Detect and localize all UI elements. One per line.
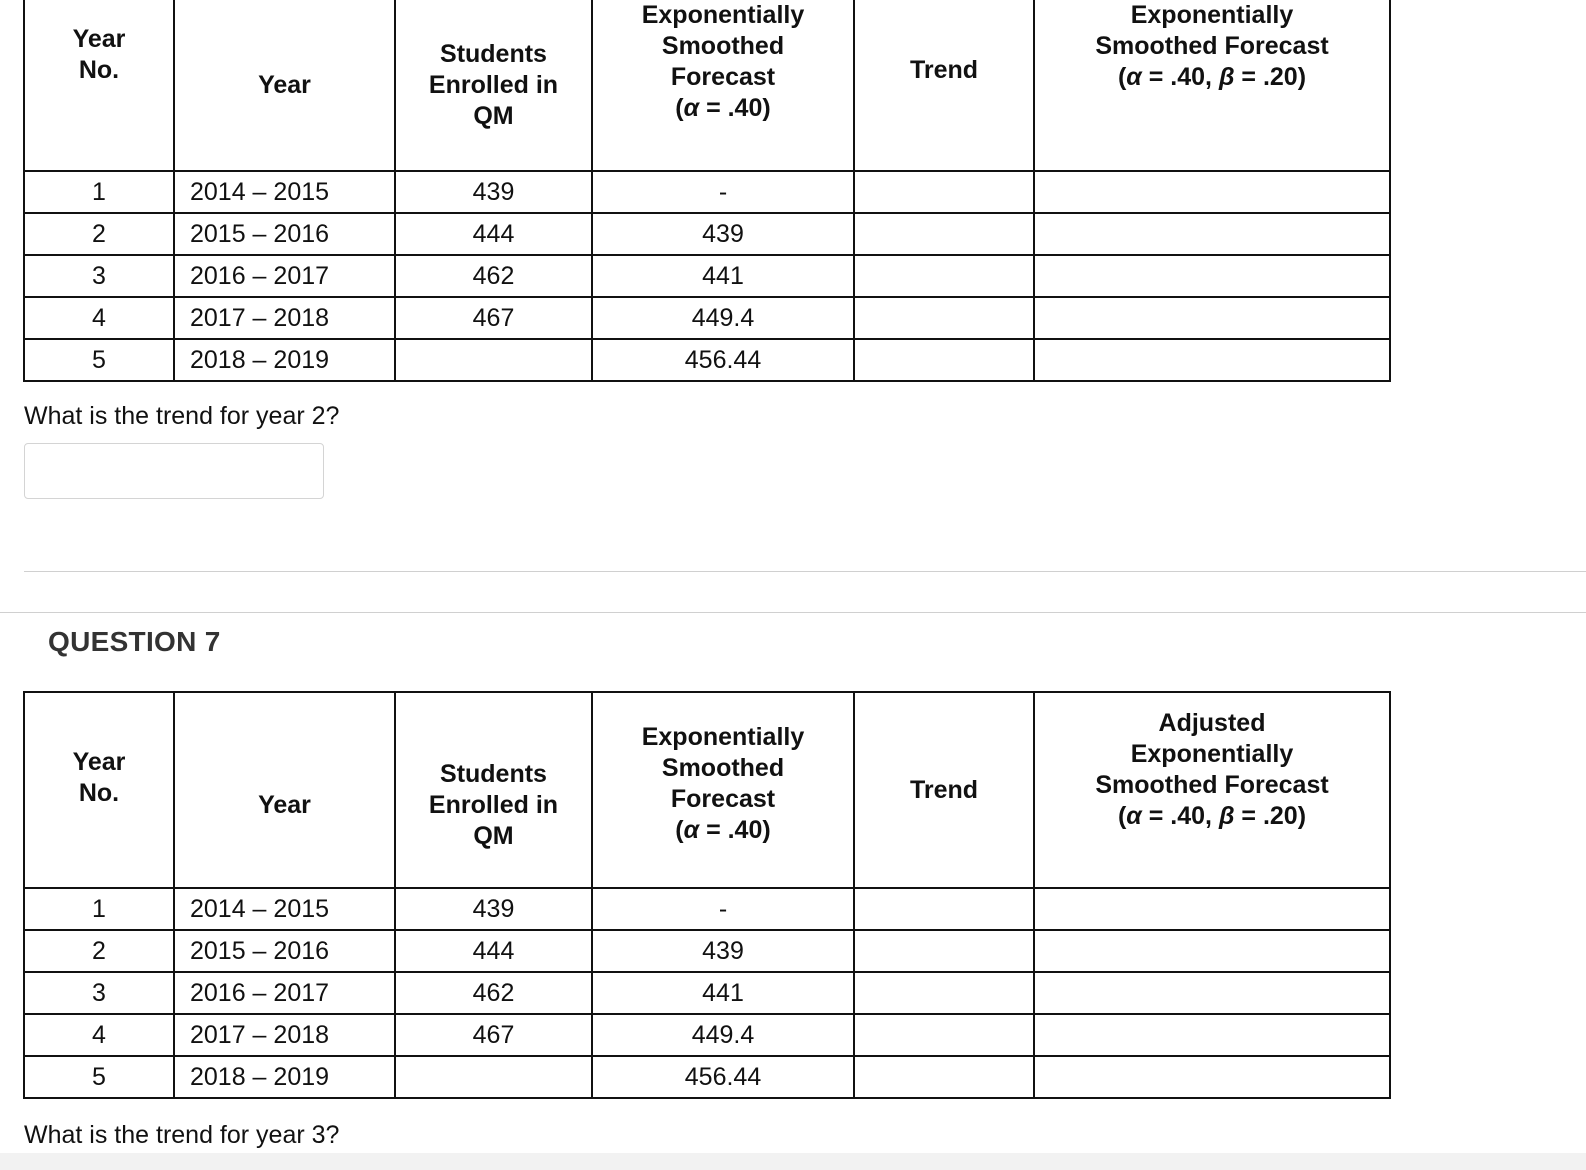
cell-adjusted bbox=[1034, 1014, 1390, 1056]
header-text: Smoothed Forecast bbox=[1095, 771, 1329, 799]
header-text: Year bbox=[72, 748, 126, 776]
cell-year-no: 2 bbox=[24, 213, 174, 255]
header-students bbox=[395, 0, 592, 171]
cell-trend bbox=[854, 888, 1034, 930]
forecast-table-q7 bbox=[23, 691, 1391, 1099]
cell-adjusted bbox=[1034, 1056, 1390, 1098]
cell-year-no: 4 bbox=[24, 297, 174, 339]
cell-trend bbox=[854, 297, 1034, 339]
header-text: Year bbox=[72, 25, 126, 53]
cell-year: 2016 – 2017 bbox=[174, 255, 395, 297]
header-year-no bbox=[24, 0, 174, 171]
header-text: Year bbox=[258, 70, 311, 99]
cell-adjusted bbox=[1034, 255, 1390, 297]
header-text: ( bbox=[675, 816, 684, 844]
cell-year-no: 1 bbox=[24, 888, 174, 930]
header-text: Smoothed bbox=[661, 32, 785, 60]
cell-students bbox=[395, 1056, 592, 1098]
header-text: No. bbox=[78, 779, 120, 807]
header-text: = .40, bbox=[1141, 802, 1219, 830]
alpha-symbol: α bbox=[1126, 802, 1142, 830]
header-text: ( bbox=[675, 94, 684, 122]
header-text: Year bbox=[258, 790, 311, 819]
cell-year: 2014 – 2015 bbox=[174, 888, 395, 930]
header-text: Smoothed bbox=[661, 754, 785, 782]
header-exp-smoothed-forecast bbox=[592, 0, 854, 171]
header-text: Smoothed Forecast bbox=[1095, 32, 1329, 60]
cell-trend bbox=[854, 255, 1034, 297]
cell-trend bbox=[854, 930, 1034, 972]
cell-forecast: 456.44 bbox=[592, 1056, 854, 1098]
cell-year: 2015 – 2016 bbox=[174, 930, 395, 972]
alpha-symbol: α bbox=[683, 816, 700, 844]
cell-forecast: 441 bbox=[592, 255, 854, 297]
header-text: ( bbox=[1117, 802, 1127, 830]
header-text: Adjusted bbox=[1158, 709, 1266, 737]
cell-year: 2015 – 2016 bbox=[174, 213, 395, 255]
cell-year: 2018 – 2019 bbox=[174, 339, 395, 381]
table-row bbox=[24, 888, 1390, 930]
question-separator bbox=[0, 612, 1586, 613]
table-row bbox=[24, 972, 1390, 1014]
cell-year: 2016 – 2017 bbox=[174, 972, 395, 1014]
header-text: Exponentially bbox=[1130, 1, 1294, 29]
cell-adjusted bbox=[1034, 972, 1390, 1014]
cell-year-no: 2 bbox=[24, 930, 174, 972]
header-text: Trend bbox=[909, 775, 979, 804]
table-header-row bbox=[24, 692, 1390, 888]
cell-forecast: - bbox=[592, 171, 854, 213]
cell-trend bbox=[854, 213, 1034, 255]
cell-students: 467 bbox=[395, 297, 592, 339]
header-adjusted-forecast bbox=[1034, 0, 1390, 171]
cell-students: 462 bbox=[395, 255, 592, 297]
cell-forecast: 456.44 bbox=[592, 339, 854, 381]
header-text: Exponentially bbox=[641, 1, 805, 29]
cell-year-no: 4 bbox=[24, 1014, 174, 1056]
cell-year-no: 5 bbox=[24, 339, 174, 381]
table-row bbox=[24, 297, 1390, 339]
cell-forecast: 449.4 bbox=[592, 1014, 854, 1056]
header-text: Exponentially bbox=[1130, 740, 1294, 768]
divider bbox=[24, 571, 1586, 572]
cell-year-no: 3 bbox=[24, 972, 174, 1014]
cell-students: 444 bbox=[395, 930, 592, 972]
header-students bbox=[395, 692, 592, 888]
cell-adjusted bbox=[1034, 930, 1390, 972]
header-text: Trend bbox=[909, 55, 979, 84]
cell-forecast: 439 bbox=[592, 213, 854, 255]
cell-adjusted bbox=[1034, 213, 1390, 255]
cell-year-no: 5 bbox=[24, 1056, 174, 1098]
cell-year: 2014 – 2015 bbox=[174, 171, 395, 213]
question-6-answer-input[interactable] bbox=[24, 443, 324, 499]
header-text: Enrolled in bbox=[428, 70, 559, 99]
cell-students: 467 bbox=[395, 1014, 592, 1056]
cell-trend bbox=[854, 339, 1034, 381]
header-text: = .40) bbox=[699, 816, 771, 844]
header-text: Students bbox=[440, 39, 547, 68]
table-row bbox=[24, 171, 1390, 213]
beta-symbol: β bbox=[1218, 802, 1235, 830]
cell-year: 2017 – 2018 bbox=[174, 297, 395, 339]
cell-adjusted bbox=[1034, 297, 1390, 339]
cell-year: 2018 – 2019 bbox=[174, 1056, 395, 1098]
beta-symbol: β bbox=[1218, 63, 1235, 91]
question-7-prompt: What is the trend for year 3? bbox=[24, 1121, 340, 1149]
cell-forecast: 449.4 bbox=[592, 297, 854, 339]
header-text: = .40, bbox=[1141, 63, 1219, 91]
header-text: No. bbox=[78, 56, 120, 84]
cell-adjusted bbox=[1034, 888, 1390, 930]
table-row bbox=[24, 339, 1390, 381]
cell-forecast: 441 bbox=[592, 972, 854, 1014]
table-row bbox=[24, 1056, 1390, 1098]
table-header-row bbox=[24, 0, 1390, 171]
header-text: ( bbox=[1117, 63, 1127, 91]
header-text: QM bbox=[473, 101, 514, 130]
header-text: = .20) bbox=[1234, 802, 1307, 830]
bottom-edge bbox=[0, 1153, 1586, 1170]
cell-forecast: - bbox=[592, 888, 854, 930]
forecast-table-q6 bbox=[23, 0, 1391, 382]
header-text: = .40) bbox=[699, 94, 771, 122]
cell-students: 462 bbox=[395, 972, 592, 1014]
question-7-title: QUESTION 7 bbox=[48, 626, 221, 657]
question-6-prompt: What is the trend for year 2? bbox=[24, 402, 340, 430]
header-exp-smoothed-forecast bbox=[592, 692, 854, 888]
cell-adjusted bbox=[1034, 339, 1390, 381]
cell-year-no: 1 bbox=[24, 171, 174, 213]
cell-adjusted bbox=[1034, 171, 1390, 213]
cell-trend bbox=[854, 1014, 1034, 1056]
alpha-symbol: α bbox=[1126, 63, 1142, 91]
cell-students: 439 bbox=[395, 888, 592, 930]
header-text: Exponentially bbox=[641, 723, 805, 751]
cell-forecast: 439 bbox=[592, 930, 854, 972]
header-year bbox=[174, 692, 395, 888]
header-text: Forecast bbox=[670, 63, 776, 91]
cell-students: 444 bbox=[395, 213, 592, 255]
header-adjusted-forecast bbox=[1034, 692, 1390, 888]
header-trend bbox=[854, 0, 1034, 171]
header-trend bbox=[854, 692, 1034, 888]
header-year-no bbox=[24, 692, 174, 888]
header-year bbox=[174, 0, 395, 171]
header-text: = .20) bbox=[1234, 63, 1307, 91]
cell-trend bbox=[854, 171, 1034, 213]
table-row bbox=[24, 213, 1390, 255]
header-text: Forecast bbox=[670, 785, 776, 813]
table-row bbox=[24, 1014, 1390, 1056]
header-text: Students bbox=[440, 759, 547, 788]
cell-trend bbox=[854, 1056, 1034, 1098]
cell-students bbox=[395, 339, 592, 381]
header-text: Enrolled in bbox=[428, 790, 559, 819]
alpha-symbol: α bbox=[683, 94, 700, 122]
cell-trend bbox=[854, 972, 1034, 1014]
cell-year: 2017 – 2018 bbox=[174, 1014, 395, 1056]
table-row bbox=[24, 930, 1390, 972]
table-row bbox=[24, 255, 1390, 297]
header-text: QM bbox=[473, 821, 514, 850]
cell-year-no: 3 bbox=[24, 255, 174, 297]
cell-students: 439 bbox=[395, 171, 592, 213]
